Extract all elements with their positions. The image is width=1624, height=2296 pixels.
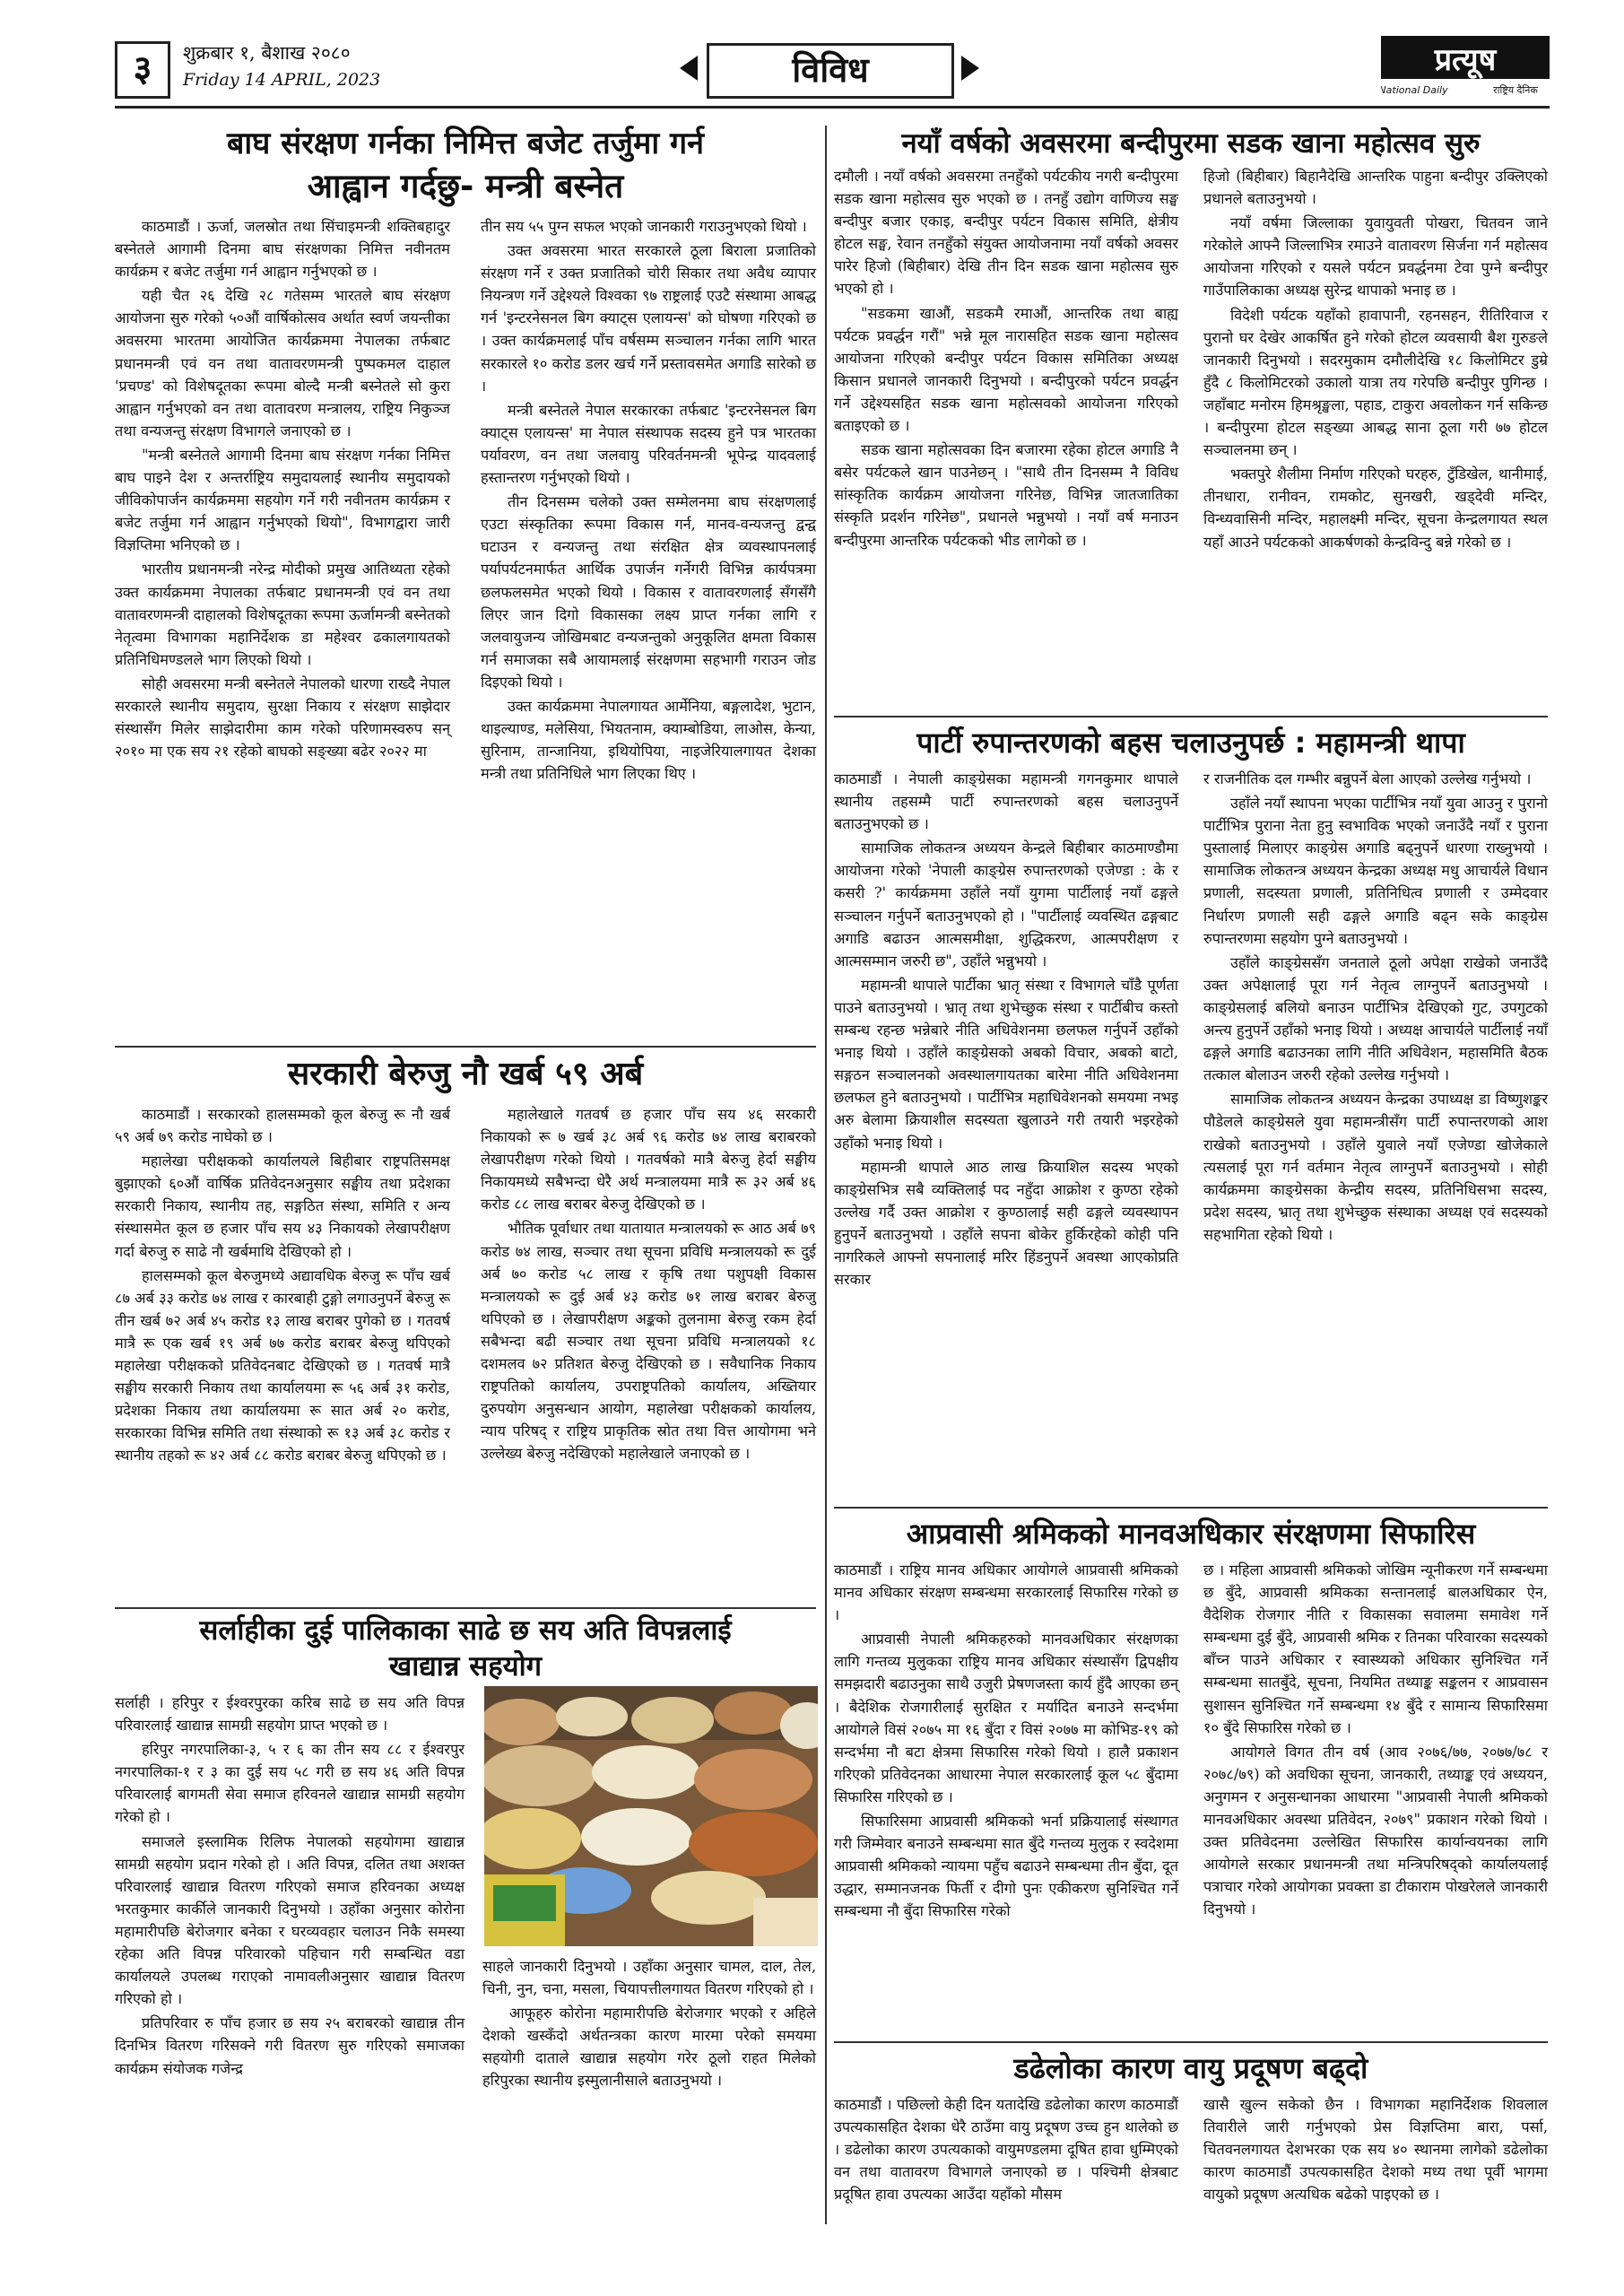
article-arrears [115, 1051, 816, 1469]
headline-pollution: डढेलोका कारण वायु प्रदूषण बढ्दो [1013, 2051, 1368, 2085]
festival-column-2 [1203, 165, 1548, 555]
article-festival [834, 124, 1548, 555]
arrears-column-2 [481, 1103, 816, 1469]
relief-column-1 [115, 1692, 465, 2082]
pollution-column-1 [834, 2093, 1178, 2207]
relief-column-2 [482, 1955, 816, 2094]
paragraph: महालेखा परीक्षकको कार्यालयले बिहीबार राष्ट्रपतिसमक्ष बुझाएको ६०औं वार्षिक प्रतिवेदनअनुसार सङ्घीय तथा प्रदेशका सरकारी निकाय, स्थानीय तह, सङ्गठित संस्था, समिति र अन्य संस्थासमेत कूल छ हजार पाँच सय ४३ निकायको लेखापरीक्षण गर्दा बेरुजु रु साढे नौ खर्बमाथि देखिएको हो । [115, 1152, 450, 1260]
paragraph: हिजो (बिहीबार) बिहानैदेखि आन्तरिक पाहुना बन्दीपुर उक्लिएको प्रधानले बताउनुभयो । [1203, 168, 1548, 208]
article-migrant [834, 1512, 1548, 1925]
newspaper-logo [1381, 36, 1550, 100]
migrant-column-2 [1203, 1559, 1548, 1925]
headline-tiger-2: आह्वान गर्दछु- मन्त्री बस्नेत [307, 167, 624, 205]
logo-tag-english: National Daily [1381, 84, 1448, 96]
grain-sacks-image-icon [484, 1686, 818, 1946]
arrears-column-1 [115, 1103, 450, 1469]
paragraph: सिफारिसमा आप्रवासी श्रमिकको भर्ना प्रक्रियालाई संस्थागत गरी जिम्मेवार बनाउने सम्बन्धमा सात बुँदे गन्तव्य मुलुक र स्वदेशमा आप्रवासी श्रमिकको न्यायमा पहुँच बढाउने सम्बन्धमा तीन बुँदा, दूत उद्धार, सम्मानजनक फिर्ती र दीगो पुनः एकीकरण सुनिश्चित गर्ने सम्बन्धमा नौ बुँदा सिफारिस गरेको [834, 1813, 1178, 1920]
paragraph: खासै खुल्न सकेको छैन । विभागका महानिर्देशक शिवलाल तिवारीले जारी गर्नुभएको प्रेस विज्ञप्तिमा बारा, पर्सा, चितवनलगायत देशभरका एक सय ४० स्थानमा लागेको डढेलोका कारण काठमाडौं उपत्यकासहित देशको मध्य तथा पूर्वी भागमा वायुको प्रदूषण अत्यधिक बढेको पाइएको छ । [1203, 2096, 1548, 2204]
divider [834, 716, 1548, 718]
paragraph: सोही अवसरमा मन्त्री बस्नेतले नेपालको धारणा राख्दै नेपाल सरकारले स्थानीय समुदाय, सुरक्षा निकाय र संरक्षण साझेदार संस्थासँग मिलेर साझेदारीमा काम गरेको परिणामस्वरुप सन् २०१० मा एक सय २१ रहेको बाघको सङ्ख्या बढेर २०२२ मा [115, 674, 450, 761]
divider [834, 1507, 1548, 1509]
paragraph: भारतीय प्रधानमन्त्री नरेन्द्र मोदीको प्रमुख आतिथ्यता रहेको उक्त कार्यक्रममा नेपालका तर्फबाट प्रधानमन्त्री एवं वन तथा वातावरणमन्त्री दाहालको विशेषदूतका रूपमा ऊर्जामन्त्री बस्नेतको नेतृत्वमा विभागका महानिर्देशक डा महेश्वर ढकालगायतको प्रतिनिधिमण्डलले भाग लिएको थियो । [115, 561, 450, 668]
headline-relief-2: खाद्यान्न सहयोग [388, 1650, 543, 1683]
paragraph: काठमाडौं । नेपाली काङ्ग्रेसका महामन्त्री गगनकुमार थापाले स्थानीय तहसम्मै पार्टी रुपान्तरणको बहस चलाउनुपर्ने बताउनुभएको छ । [834, 770, 1178, 833]
dateline [183, 39, 380, 93]
paragraph: महामन्त्री थापाले आठ लाख क्रियाशिल सदस्य भएको काङ्ग्रेसभित्र सबै व्यक्तिलाई पद नहुँदा आक्रोश र कुण्ठा रहेको उल्लेख गर्दै उक्त आक्रोश र कुण्ठालाई सही ढङ्गले व्यवस्थापन हुनुपर्ने बताउनुभयो । उहाँले सपना बोकेर हुर्किरहेको कोही पनि नागरिकले आफ्नो सपनालाई मरिर हिंडनुपर्ने अवस्था आएकोप्रति सरकार [834, 1158, 1178, 1289]
article-pollution [834, 2047, 1548, 2207]
tiger-column-1 [115, 215, 450, 787]
paragraph: प्रतिपरिवार रु पाँच हजार छ सय २५ बराबरको खाद्यान्न तीन दिनभित्र वितरण गरिसक्ने गरी वितरण सुरु गरिएको समाजका कार्यक्रम संयोजक गजेन्द्र [115, 2014, 465, 2077]
tiger-column-2 [481, 215, 816, 787]
paragraph: उहाँले काङ्ग्रेससँग जनताले ठूलो अपेक्षा राखेको जनाउँदै उक्त अपेक्षालाई पूरा गर्न नेतृत्व लाग्नुपर्ने बताउनुभयो । काङ्ग्रेसलाई बलियो बनाउन पार्टीभित्र देखिएको गुट, उपगुटको अन्त्य हुनुपर्ने उहाँको भनाइ थियो । अध्यक्ष आचार्यले पार्टीलाई नयाँ ढङ्गले अगाडि बढाउनका लागि नीति अधिवेशन, महासमिति बैठक तत्काल बोलाउन जरुरी रहेको उल्लेख गर्नुभयो । [1203, 953, 1548, 1084]
article-tiger [115, 124, 816, 787]
paragraph: र राजनीतिक दल गम्भीर बन्नुपर्ने बेला आएको उल्लेख गर्नुभयो । [1203, 770, 1532, 787]
paragraph: सामाजिक लोकतन्त्र अध्ययन केन्द्रका उपाध्यक्ष डा विष्णुशङ्कर पौडेलले काङ्ग्रेसले युवा महामन्त्रीसँग पार्टी रुपान्तरणको आश राखेको बताउनुभयो । उहाँले युवाले नयाँ एजेण्डा खोजेकाले त्यसलाई पूरा गर्न वर्तमान नेतृत्व लाग्नुपर्ने बताउनुभयो । सोही कार्यक्रममा काङ्ग्रेसका केन्द्रीय सदस्य, प्रतिनिधिसभा सदस्य, प्रदेश सदस्य, भ्रातृ तथा शुभेच्छुक संस्थाका अध्यक्ष एवं सदस्यको सहभागिता रहेको थियो । [1203, 1091, 1548, 1243]
headline-migrant: आप्रवासी श्रमिकको मानवअधिकार संरक्षणमा सिफारिस [906, 1517, 1476, 1551]
paragraph: सामाजिक लोकतन्त्र अध्ययन केन्द्रले बिहीबार काठमाण्डौमा आयोजना गरेको 'नेपाली काङ्ग्रेस रुपान्तरणको एजेण्डा : के र कसरी ?' कार्यक्रममा उहाँले नयाँ युगमा पार्टीलाई नयाँ ढङ्गले सञ्चालन गर्नुपर्ने बताउनुभएको हो । "पार्टीलाई व्यवस्थित ढङ्गबाट अगाडि बढाउन आत्मसमीक्षा, शुद्धिकरण, आत्मपरीक्षण र आत्मसम्मान जरुरी छ", उहाँले भन्नुभयो । [834, 839, 1178, 970]
logo-text: प्रत्यूष [1434, 42, 1497, 78]
party-column-1 [834, 768, 1178, 1292]
paragraph: तीन सय ५५ पुग्न सफल भएको जानकारी गराउनुभएको थियो । [481, 218, 807, 235]
food-supplies-photo [484, 1686, 818, 1946]
article-relief [115, 1613, 816, 2090]
paragraph: काठमाडौं । पछिल्लो केही दिन यतादेखि डढेलोका कारण काठमाडौं उपत्यकासहित देशका धेरै ठाउँमा वायु प्रदूषण उच्च हुन थालेको छ । डढेलोका कारण उपत्यकाको वायुमण्डलमा दूषित हावा धुम्मिएको वन तथा वातावरण विभागले जनाएको छ । पश्चिमी क्षेत्रबाट प्रदूषित हावा उपत्यका आउँदा यहाँको मौसम [834, 2096, 1178, 2204]
headline-festival: नयाँ वर्षको अवसरमा बन्दीपुरमा सडक खाना महोत्सव सुरु [901, 127, 1481, 160]
paragraph: महालेखाले गतवर्ष छ हजार पाँच सय ४६ सरकारी निकायको रू ७ खर्ब ३८ अर्ब ९६ करोड ७४ लाख बराबरको लेखापरीक्षण गरेको थियो । गतवर्षको मात्रै बेरुजु हेर्दा सङ्घीय निकायमध्ये सबैभन्दा धेरै अर्थ मन्त्रालयमा मात्रै रू ३२ अर्ब ४६ करोड ८८ लाख बराबर बेरुजु देखिएको छ । [481, 1106, 816, 1213]
paragraph: मन्त्री बस्नेतले नेपाल सरकारका तर्फबाट 'इन्टरनेसनल बिग क्याट्स एलायन्स' मा नेपाल संस्थापक सदस्य हुने पत्र भारतका पर्यावरण, वन तथा जलवायु परिवर्तनमन्त्री भूपेन्द्र यादवलाई हस्तान्तरण गर्नुभएको थियो । [481, 401, 816, 487]
date-english-day: Friday [183, 70, 239, 90]
page-number: ३ [115, 41, 170, 99]
paragraph: तीन दिनसम्म चलेको उक्त सम्मेलनमा बाघ संरक्षणलाई एउटा संस्कृतिका रूपमा विकास गर्न, मानव-वन्यजन्तु द्वन्द्व घटाउन र वन्यजन्तु तथा संरक्षित क्षेत्र व्यवस्थापनलाई पर्यापर्यटनमार्फत आर्थिक उपार्जन गर्नेगरी विभिन्न कार्यपत्रमा छलफलसमेत भएको थियो । विकास र वातावरणलाई सँगसँगै लिएर जान दिगो विकासका लक्ष्य प्राप्त गर्नका लागि र जलवायुजन्य जोखिमबाट वन्यजन्तुको अनुकूलित क्षमता विकास गर्न समाजका सबै आयामलाई संरक्षणमा सहभागी गराउन जोड दिइएको थियो । [481, 493, 816, 691]
paragraph: हरिपुर नगरपालिका-३, ५ र ६ का तीन सय ८८ र ईश्वरपुर नगरपालिका-१ र ३ का दुई सय ५८ गरी छ सय ४६ अति विपन्न परिवारलाई बागमती सेवा समाज हरिवनले खाद्यान्न सामग्री सहयोग गरेको हो । [115, 1741, 465, 1826]
headline-tiger-1: बाघ संरक्षण गर्नका निमित्त बजेट तर्जुमा गर्न [227, 126, 704, 161]
paragraph: सर्लाही । हरिपुर र ईश्वरपुरका करिब साढे छ सय अति विपन्न परिवारलाई खाद्यान्न सामग्री सहयोग प्राप्त भएको छ । [115, 1694, 465, 1735]
paragraph: आफूहरु कोरोना महामारीपछि बेरोजगार भएको र अहिले देशको खस्कँदो अर्थतन्त्रका कारण मारमा परेको समयमा सहयोगी दाताले खाद्यान्न सहयोग गरेर ठूलो राहत मिलेको हरिपुरका स्थानीय इस्मुलानीसाले बताउनुभयो । [482, 2005, 816, 2090]
paragraph: आप्रवासी नेपाली श्रमिकहरुको मानवअधिकार संरक्षणका लागि गन्तव्य मुलुकका राष्ट्रिय मानव अधिकार संस्थासँग द्विपक्षीय समझदारी बढाउनुका साथै उजुरी प्रेषणजस्ता कार्य हुँदै आएका छन् । बैदेशिक रोजगारीलाई सुरक्षित र मर्यादित बनाउने सन्दर्भमा आयोगले विसं २०७५ मा १६ बुँदा र विसं २०७७ मा कोभिड-१९ को सन्दर्भमा नौ बटा क्षेत्रमा सिफारिस गरेको थियो । हालै प्रकाशन गरिएको प्रतिवेदनका आधारमा नेपाल सरकारलाई कूल ५८ बुँदामा सिफारिस गरिएको छ । [834, 1631, 1178, 1805]
right-arrow-icon [961, 56, 979, 81]
logo-tag-nepali: राष्ट्रिय दैनिक [1493, 84, 1538, 96]
divider [115, 1046, 816, 1048]
paragraph: भक्तपुरे शैलीमा निर्माण गरिएको घरहरु, टुँडिखेल, थानीमाई, तीनधारा, रानीवन, रामकोट, सुनखरी, खड्देवी मन्दिर, विन्ध्यवासिनी मन्दिर, महालक्ष्मी मन्दिर, सूचना केन्द्रलगायत स्थल यहाँ आउने पर्यटकको आकर्षणको केन्द्रविन्दु बन्ने गरेको छ । [1203, 465, 1548, 551]
paragraph: "सडकमा खाऔं, सडकमै रमाऔं, आन्तरिक तथा बाह्य पर्यटक प्रवर्द्धन गरौं" भन्ने मूल नारासहित सडक खाना महोत्सव आयोजना गरिएको बन्दीपुर पर्यटन विकास समितिका अध्यक्ष किसान प्रधानले जानकारी दिनुभयो । बन्दीपुरको पर्यटन प्रवर्द्धन गर्ने उद्देश्यसहित सडक खाना महोत्सवको आयोजना गरिएको बताइएको छ । [834, 304, 1178, 435]
paragraph: "मन्त्री बस्नेतले आगामी दिनमा बाघ संरक्षण गर्नका निमित्त बाघ पाइने देश र अन्तर्राष्ट्रिय समुदायलाई स्थानीय समुदायको जीविकोपार्जन कार्यक्रममा सहयोग गर्ने गरी नवीनतम कार्यक्रम र बजेट तर्जुमा गर्न आह्वान गर्नुभएको थियो", विभागद्वारा जारी विज्ञप्तिमा भनिएको छ । [115, 446, 450, 554]
left-arrow-icon [680, 56, 698, 81]
paragraph: उहाँले नयाँ स्थापना भएका पार्टीभित्र नयाँ युवा आउनु र पुरानो पार्टीभित्र पुराना नेता हुनु स्वभाविक भएको जनाउँदै नयाँ र पुराना पुस्तालाई मिलाएर काङ्ग्रेस अगाडि बढ्नुपर्ने धारणा राख्नुभयो । सामाजिक लोकतन्त्र अध्ययन केन्द्रका अध्यक्ष मधु आचार्यले विधान प्रणाली, सदस्यता प्रणाली, प्रतिनिधित्व प्रणाली र उम्मेदवार निर्धारण प्रणाली सही ढङ्गले अगाडि बढ्न सके काङ्ग्रेस रुपान्तरणमा सहयोग पुग्ने बताउनुभयो । [1203, 795, 1548, 947]
paragraph: विदेशी पर्यटक यहाँको हावापानी, रहनसहन, रीतिरिवाज र पुरानो घर देखेर आकर्षित हुने गरेको होटल व्यवसायी बैश गुरुङले जानकारी दिनुभयो । सदरमुकाम दमौलीदेखि १८ किलोमिटर डुम्रे हुँदै ८ किलोमिटरको उकालो यात्रा तय गरेपछि बन्दीपुर पुगिन्छ । जहाँबाट मनोरम हिमश्रृङ्खला, पहाड, टाकुरा अवलोकन गर्न सकिन्छ । बन्दीपुरमा होटल सङ्ख्या आबद्ध साना ठूला गरी ७७ होटल सञ्चालनमा छन् । [1203, 306, 1548, 459]
paragraph: नयाँ वर्षमा जिल्लाका युवायुवती पोखरा, चितवन जाने गरेकोले आफ्नै जिल्लाभित्र रमाउने वातावरण सिर्जना गर्न महोत्सव आयोजना गरिएको र यसले पर्यटन प्रवर्द्धनमा टेवा पुग्ने बन्दीपुर गाउँपालिकाका अध्यक्ष सुरेन्द्र थापाको भनाइ छ । [1203, 214, 1548, 300]
migrant-column-1 [834, 1559, 1178, 1925]
paragraph: भौतिक पूर्वाधार तथा यातायात मन्त्रालयको रू आठ अर्ब ७९ करोड ७४ लाख, सञ्चार तथा सूचना प्रविधि मन्त्रालयको रू दुई अर्ब ७० करोड ५८ लाख र कृषि तथा पशुपक्षी विकास मन्त्रालयको रू दुई अर्ब ४३ करोड ७१ लाख बराबर बेरुजु थपिएको छ । लेखापरीक्षण अङ्कको तुलनामा बेरुजु रकम हेर्दा सबैभन्दा बढी सञ्चार तथा सूचना प्रविधि मन्त्रालयको १८ दशमलव ७२ प्रतिशत बेरुजु देखिएको छ । सवैधानिक निकाय राष्ट्रपतिको कार्यालय, उपराष्ट्रपतिको कार्यालय, अख्तियार दुरुपयोग अनुसन्धान आयोग, महालेखा परीक्षकको कार्यालय, न्याय परिषद् र राष्ट्रिय प्राकृतिक स्रोत तथा वित्त आयोगमा भने उल्लेख्य बेरुजु नदेखिएको महालेखाले जनाएको छ । [481, 1220, 816, 1463]
paragraph: समाजले इस्लामिक रिलिफ नेपालको सहयोगमा खाद्यान्न सामग्री सहयोग प्रदान गरेको हो । अति विपन्न, दलित तथा अशक्त परिवारलाई खाद्यान्न वितरण गरिएको समाज हरिवनका अध्यक्ष भरतकुमार कार्कीले जानकारी दिनुभयो । उहाँका अनुसार कोरोना महामारीपछि बेरोजगार बनेका र घरव्यवहार चलाउन निकै समस्या रहेका अति विपन्न परिवारको पहिचान गरी सम्बन्धित वडा कार्यालयले उपलब्ध गराएको नामावलीअनुसार खाद्यान्न वितरण गरिएको हो । [115, 1832, 465, 2008]
logo-graphic-icon [1381, 36, 1550, 100]
headline-relief-1: सर्लाहीका दुई पालिकाका साढे छ सय अति विपन्नलाई [199, 1614, 732, 1647]
masthead [115, 36, 1550, 109]
paragraph: काठमाडौं । सरकारको हालसम्मको कूल बेरुजु रू नौ खर्ब ५९ अर्ब ७९ करोड नाघेको छ । [115, 1106, 450, 1146]
divider [115, 1607, 816, 1609]
pollution-column-2 [1203, 2093, 1548, 2207]
paragraph: काठमाडौं । राष्ट्रिय मानव अधिकार आयोगले आप्रवासी श्रमिकको मानव अधिकार संरक्षण सम्बन्धमा सरकारलाई सिफारिस गरेको छ । [834, 1561, 1178, 1624]
paragraph: दमौली । नयाँ वर्षको अवसरमा तनहुँको पर्यटकीय नगरी बन्दीपुरमा सडक खाना महोत्सव सुरु भएको छ । तनहुँ उद्योग वाणिज्य सङ्घ बन्दीपुर बजार एकाइ, बन्दीपुर पर्यटन विकास समिति, क्षेत्रीय होटल सङ्घ, रेवान तनहुँको संयुक्त आयोजनामा नयाँ वर्षको अवसर पारेर हिजो (बिहीबार) देखि तीन दिन सडक खाना महोत्सव सुरु भएको हो । [834, 168, 1178, 298]
paragraph: छ । महिला आप्रवासी श्रमिकको जोखिम न्यूनीकरण गर्ने सम्बन्धमा छ बुँदे, आप्रवासी श्रमिकका सन्तानलाई बालअधिकार ऐन, वैदेशिक रोजगार नीति र विकासका सवालमा समावेश गर्ने सम्बन्धमा दुई बुँदे, आप्रवासी श्रमिक र तिनका परिवारका सदस्यको बाँच्न पाउने अधिकार र स्वास्थ्यको अधिकार सुनिश्चित गर्ने सम्बन्धमा सातबुँदे, सूचना, नियमित तथ्याङ्क सङ्कलन र आप्रवासन सुशासन सुनिश्चित गर्ने सम्बन्धमा १४ बुँदे र सामान्य सिफारिसमा १० बुँदे सिफारिस गरेको छ । [1203, 1561, 1548, 1736]
paragraph: हालसम्मको कूल बेरुजुमध्ये अद्यावधिक बेरुजु रू पाँच खर्ब ८७ अर्ब ३३ करोड ७४ लाख र कारबाही टुङ्गो लगाउनुपर्ने बेरुजु रू तीन खर्ब ७२ अर्ब ४५ करोड १३ लाख बराबर पुगेको छ । गतवर्ष मात्रै रू एक खर्ब १९ अर्ब ७७ करोड बराबर बेरुजु थपिएको महालेखा परीक्षकको प्रतिवेदनबाट देखिएको छ । गतवर्ष मात्रै सङ्घीय सरकारी निकाय तथा कार्यालयमा रू ५६ अर्ब ३१ करोड, प्रदेशका निकाय तथा कार्यालयमा रू सात अर्ब २० करोड, सरकारका विभिन्न समिति तथा संस्थाको रू १३ अर्ब ३८ करोड र स्थानीय तहको रू ४२ अर्ब ८८ करोड बराबर बेरुजु थपिएको छ । [115, 1266, 450, 1465]
paragraph: सडक खाना महोत्सवका दिन बजारमा रहेका होटल अगाडि नै बसेर पर्यटकले खान पाउनेछन् । "साथै तीन दिनसम्म नै विविध सांस्कृतिक कार्यक्रम आयोजना गरिनेछ, विभिन्न जातजातिका संस्कृति प्रदर्शन गरिनेछ", प्रधानले भन्नुभयो । नयाँ वर्ष मनाउन बन्दीपुरमा आन्तरिक पर्यटकको भीड लागेको छ । [834, 441, 1179, 549]
section-title: विविध [707, 43, 954, 99]
article-party [834, 721, 1548, 1292]
headline-arrears: सरकारी बेरुजु नौ खर्ब ५९ अर्ब [287, 1056, 644, 1092]
paragraph: आयोगले विगत तीन वर्ष (आव २०७६/७७, २०७७/७८ र २०७८/७९) को अवधिका सूचना, जानकारी, तथ्याङ्क एवं अध्ययन, अनुगमन र अनुसन्धानका आधारमा "आप्रवासी नेपाली श्रमिकको मानवअधिकार अवस्था प्रतिवेदन, २०७९" प्रकाशन गरेको थियो । उक्त प्रतिवेदनमा उल्लेखित सिफारिस कार्यान्वयनका लागि आयोगले सरकार प्रधानमन्त्री तथा मन्त्रिपरिषद्को कार्यालयलाई पत्राचार गरेको आयोगका प्रवक्ता डा टीकाराम पोखरेलले जानकारी दिनुभयो । [1203, 1743, 1548, 1918]
paragraph: साहले जानकारी दिनुभयो । उहाँका अनुसार चामल, दाल, तेल, चिनी, नुन, चना, मसला, चियापत्तीलगायत वितरण गरिएको हो । [482, 1958, 816, 1998]
paragraph: महामन्त्री थापाले पार्टीका भ्रातृ संस्था र विभागले चाँडै पूर्णता पाउने बताउनुभयो । भ्रातृ तथा शुभेच्छुक संस्था र पार्टीबीच कस्तो सम्बन्ध रहन्छ भन्नेबारे नीति अधिवेशनमा छलफल गर्नुपर्ने उहाँको भनाइ थियो । उहाँले काङ्ग्रेसको अबको विचार, अबको बाटो, सङ्गठन सञ्चालनको अवस्थालगायतका बारेमा नीति अधिवेशनमा छलफल हुने बताउनुभयो । पार्टीभित्र महाधिवेशनको समयमा नभइ अरु बेलामा क्रियाशील सदस्यता खुलाउने गरी तयारी भइरहेको उहाँको भनाइ थियो । [834, 976, 1178, 1152]
paragraph: यही चैत २६ देखि २८ गतेसम्म भारतले बाघ संरक्षण आयोजना सुरु गरेको ५०औं वार्षिकोत्सव अर्थात स्वर्ण जयन्तीका अवसरमा भारतमा आयोजित कार्यक्रममा नेपालका तर्फबाट प्रधानमन्त्री एवं वन तथा वातावरणमन्त्री पुष्पकमल दाहाल 'प्रचण्ड' को विशेषदूतका रूपमा बोल्दै मन्त्री बस्नेतले सो कुरा आह्वान गर्नुभएको वन तथा वातावरण मन्त्रालय, राष्ट्रिय निकुञ्ज तथा वन्यजन्तु संरक्षण विभागले जनाएको छ । [115, 287, 450, 439]
paragraph: उक्त कार्यक्रममा नेपालगायत आर्मेनिया, बङ्गलादेश, भुटान, थाइल्याण्ड, मलेसिया, भियतनाम, क्याम्बोडिया, लाओस, केन्या, सुरिनाम, तान्जानिया, इथियोपिया, नाइजेरियालगायत देशका मन्त्री तथा प्रतिनिधिले भाग लिएका थिए । [481, 697, 816, 783]
date-nepali: शुक्रबार १, बैशाख २०८० [183, 42, 351, 64]
party-column-2 [1203, 768, 1548, 1292]
paragraph: उक्त अवसरमा भारत सरकारले ठूला बिराला प्रजातिको संरक्षण गर्ने र उक्त प्रजातिको चोरी सिकार तथा अवैध व्यापार नियन्त्रण गर्ने उद्देश्यले विश्वका ९७ राष्ट्रलाई एउटै संस्थामा आबद्ध गर्न 'इन्टरनेसनल बिग क्याट्स एलायन्स' को घोषणा गरिएको छ । उक्त कार्यक्रमलाई पाँच वर्षसम्म सञ्चालन गर्नका लागि भारत सरकारले १० करोड डलर खर्च गर्ने प्रस्तावसमेत अगाडि सारेको छ । [481, 242, 816, 395]
column-separator [825, 126, 827, 2224]
festival-column-1 [834, 165, 1178, 555]
paragraph: काठमाडौं । ऊर्जा, जलस्रोत तथा सिंचाइमन्त्री शक्तिबहादुर बस्नेतले आगामी दिनमा बाघ संरक्षणका निमित्त नवीनतम कार्यक्रम र बजेट तर्जुमा गर्न आह्वान गर्नुभएको छ । [115, 218, 450, 281]
date-english: 14 APRIL, 2023 [244, 70, 381, 90]
headline-party: पार्टी रुपान्तरणको बहस चलाउनुपर्छ : महामन्त्री थापा [916, 726, 1465, 760]
divider [834, 2041, 1548, 2043]
